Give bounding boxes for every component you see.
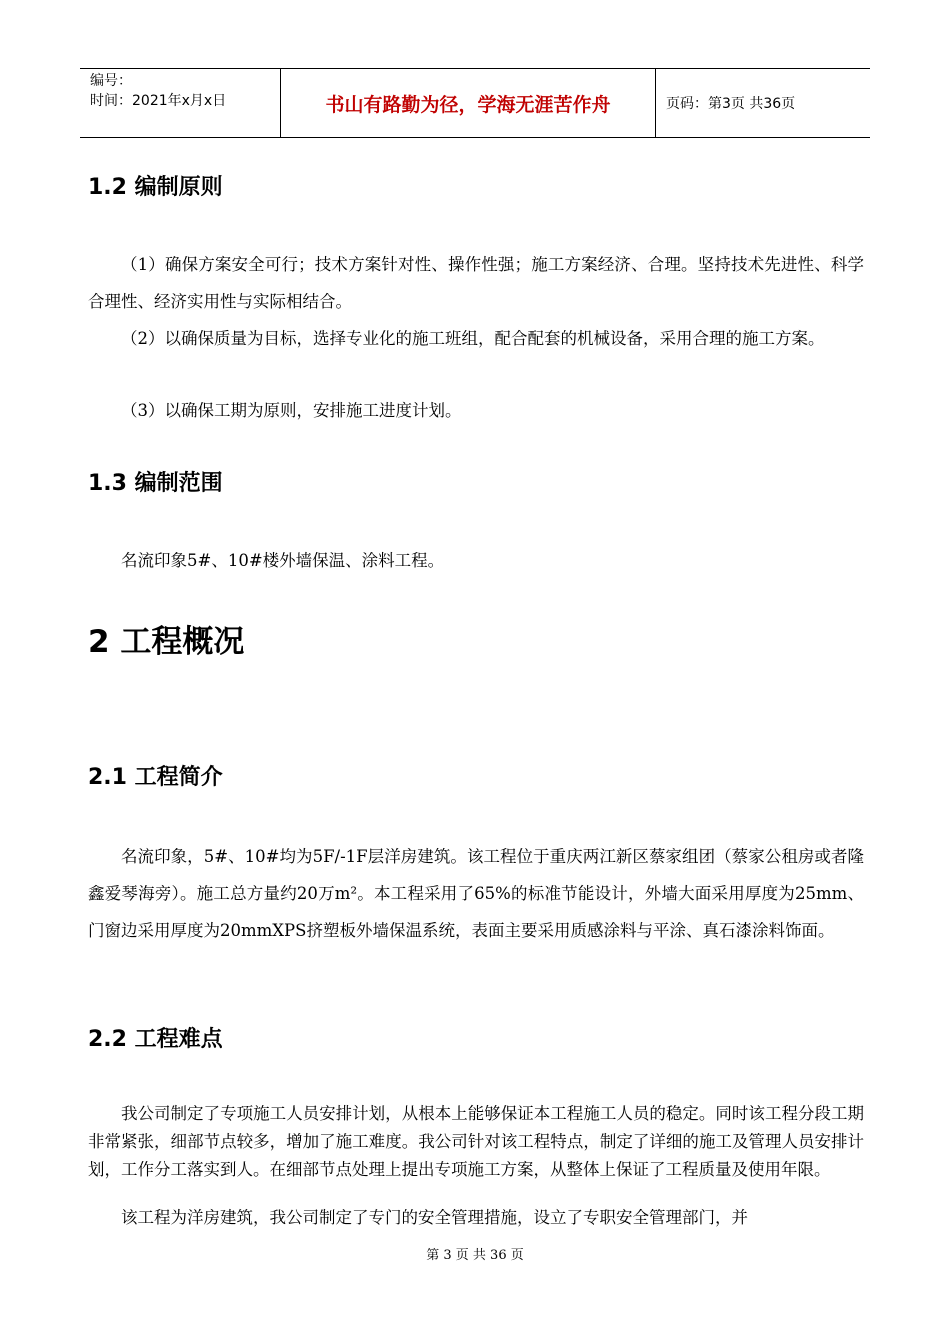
section-2-1-title: 2.1 工程简介 — [88, 765, 223, 790]
section-1-2-paragraph-2: （2）以确保质量为目标，选择专业化的施工班组，配合配套的机械设备，采用合理的施工方案。 — [121, 329, 825, 348]
section-2-2-paragraph-1: 我公司制定了专项施工人员安排计划，从根本上能够保证本工程施工人员的稳定。同时该工程分段工期非常紧张，细部节点较多，增加了施工难度。我公司针对该工程特点，制定了详细的施工及管理人员安排计划，工作分工落实到人。在细部节点处理上提出专项施工方案，从整体上保证了工程质量及使用年限。 — [88, 1104, 864, 1179]
section-2-title: 2 工程概况 — [88, 624, 245, 660]
section-1-3-title: 1.3 编制范围 — [88, 471, 223, 496]
header-left-cell — [80, 69, 280, 137]
section-1-2-paragraph-3: （3）以确保工期为原则，安排施工进度计划。 — [121, 401, 462, 420]
document-date: 时间：2021年x月x日 — [90, 93, 227, 109]
section-2-2-paragraph-2: 该工程为洋房建筑，我公司制定了专门的安全管理措施，设立了专职安全管理部门，并 — [121, 1208, 748, 1227]
section-1-2-title: 1.2 编制原则 — [88, 175, 223, 200]
section-2-2-title: 2.2 工程难点 — [88, 1027, 223, 1052]
page-header — [80, 68, 870, 138]
header-page-info: 页码：第3页 共36页 — [666, 96, 796, 112]
document-number: 编号： — [90, 73, 132, 89]
header-motto: 书山有路勤为径，学海无涯苦作舟 — [280, 69, 656, 137]
section-2-1-paragraph-1: 名流印象，5#、10#均为5F/-1F层洋房建筑。该工程位于重庆两江新区蔡家组团（蔡家公租房或者隆鑫爱琴海旁）。施工总方量约20万m²。本工程采用了65%的标准节能设计，外墙大面采用厚度为25mm、门窗边采用厚度为20mmXPS挤塑板外墙保温系统，表面主要采用质感涂料与平涂、真石漆涂料饰面。 — [88, 847, 864, 940]
section-1-2-paragraph-1: （1）确保方案安全可行；技术方案针对性、操作性强；施工方案经济、合理。坚持技术先进性、科学合理性、经济实用性与实际相结合。 — [88, 255, 864, 311]
section-1-3-paragraph-1: 名流印象5#、10#楼外墙保温、涂料工程。 — [121, 551, 445, 570]
page-footer: 第 3 页 共 36 页 — [426, 1248, 524, 1263]
